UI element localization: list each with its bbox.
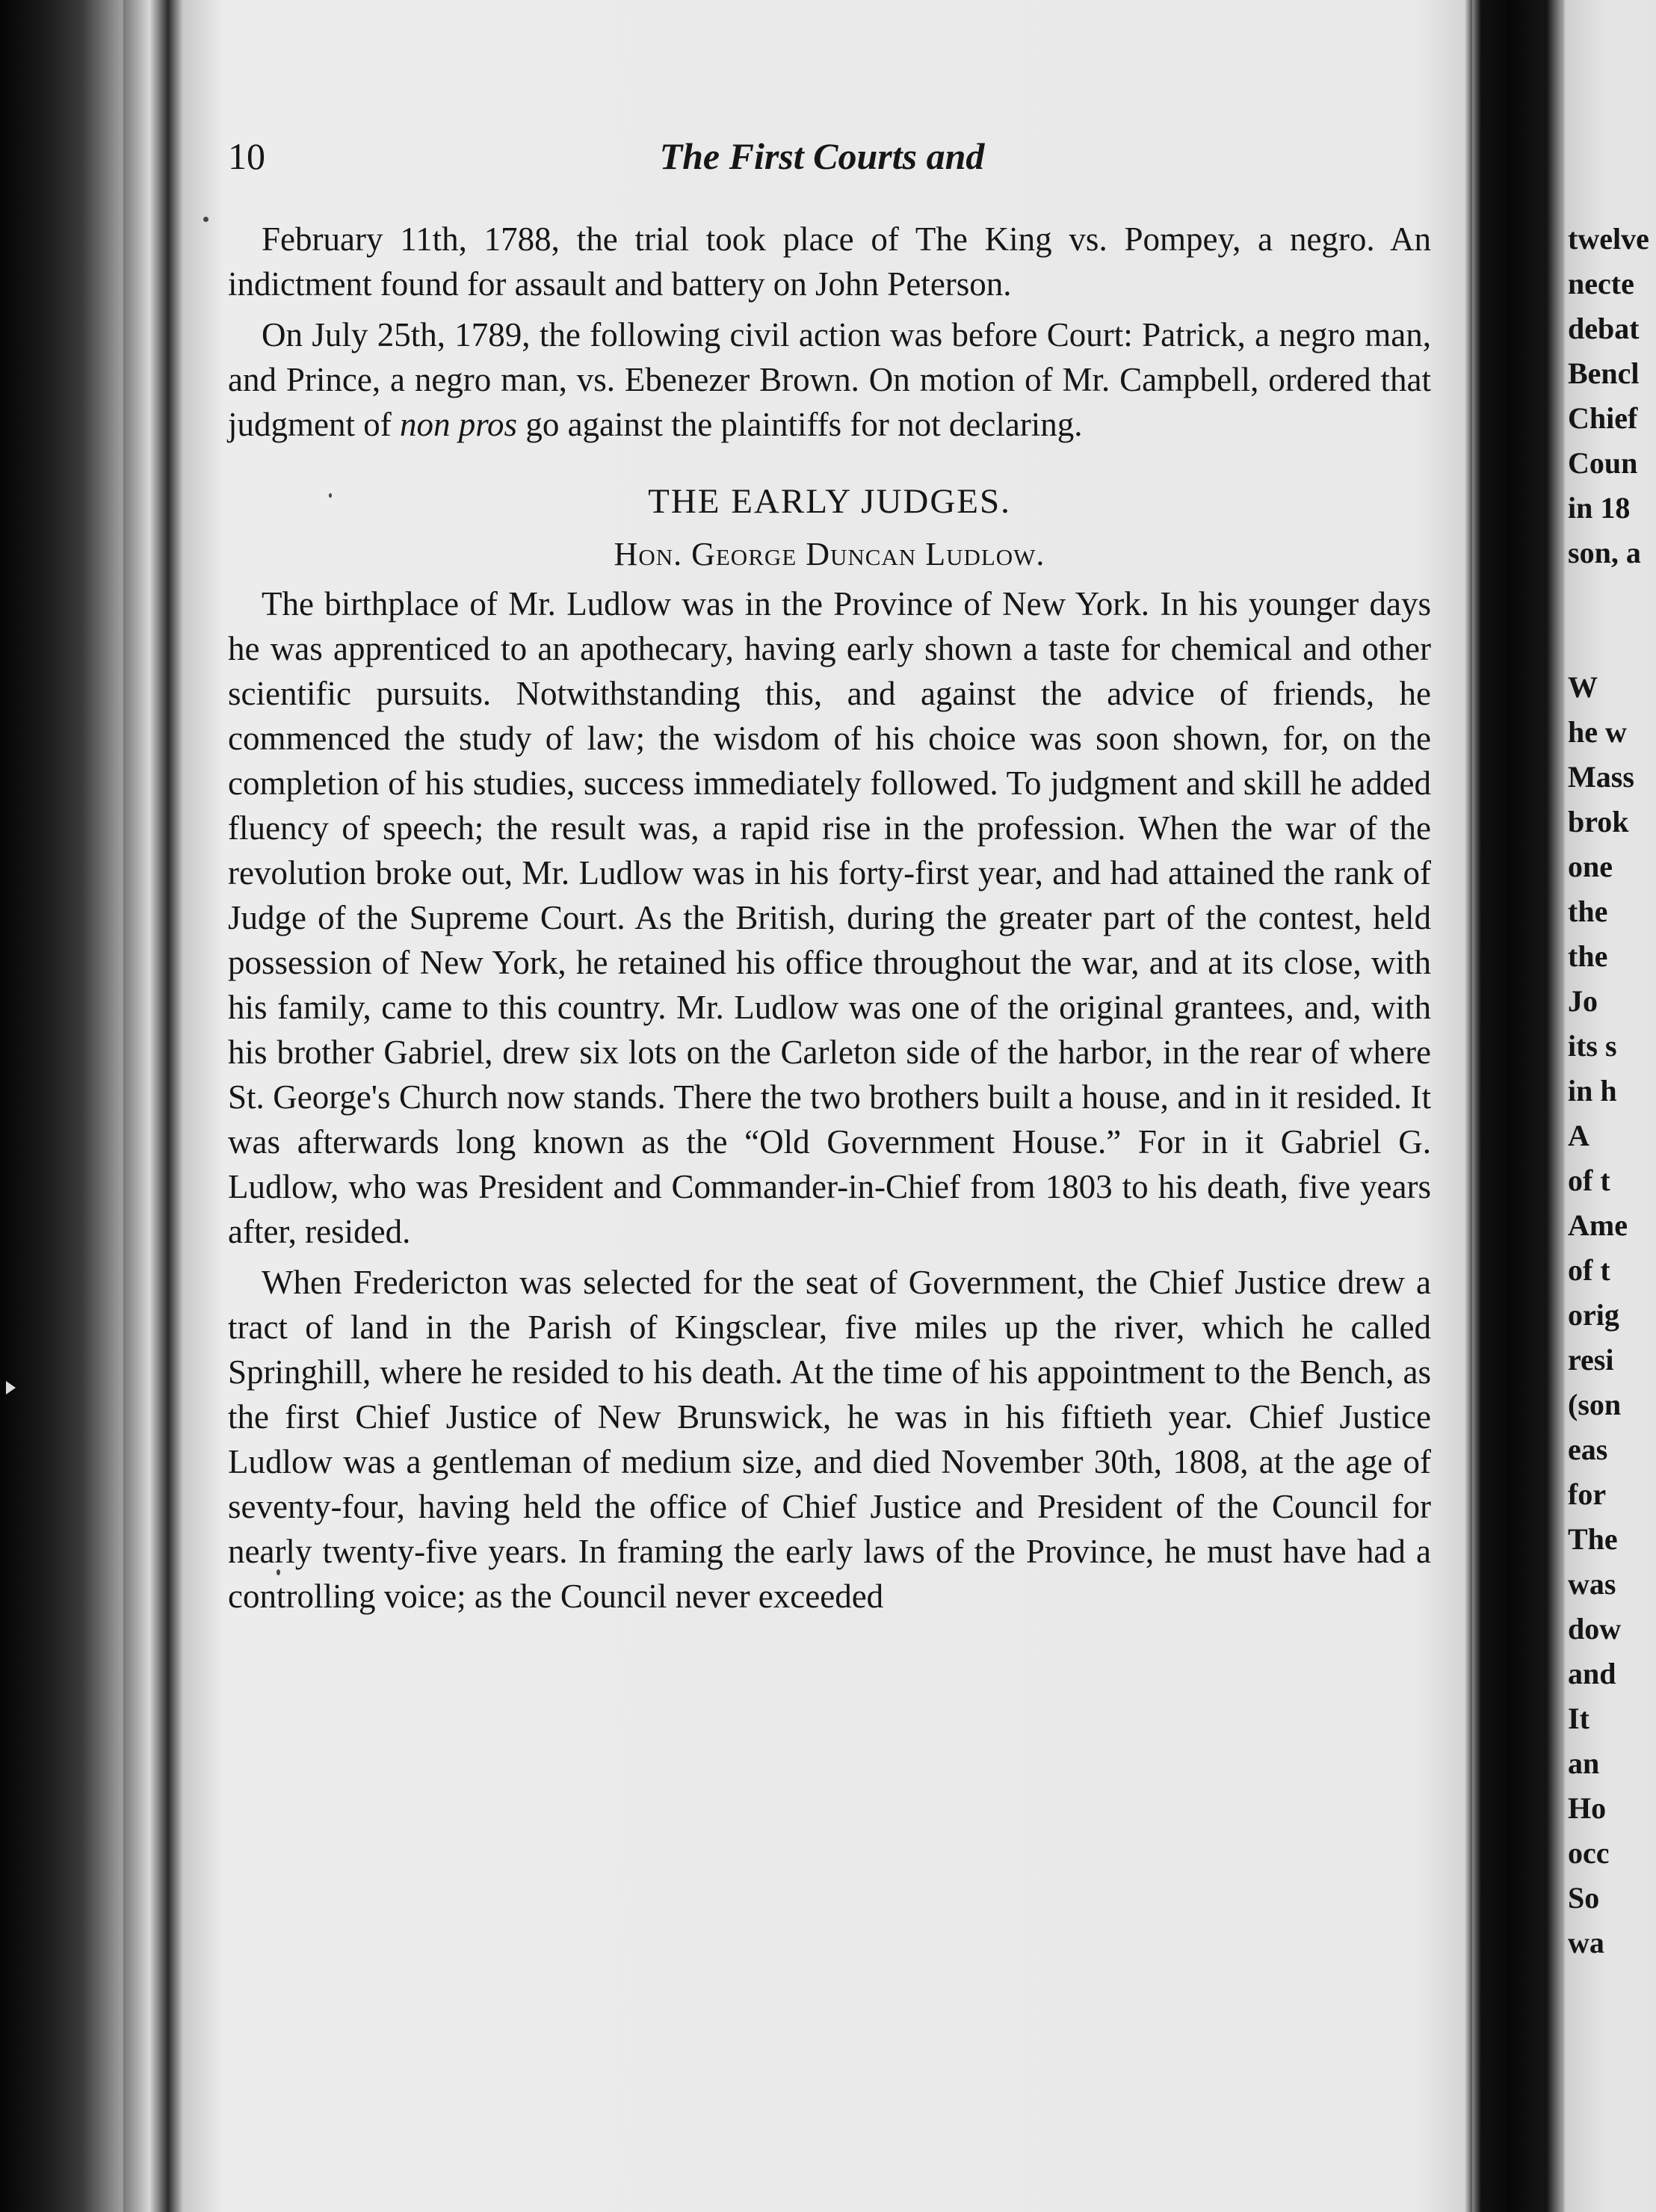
facing-page-line: [1568, 575, 1656, 620]
page-header: [228, 135, 1416, 179]
facing-page-line: one: [1568, 850, 1613, 883]
facing-page-line: an: [1568, 1746, 1600, 1780]
facing-page-line: debat: [1568, 312, 1640, 345]
paragraph: When Fredericton was selected for the seat of Government, the Chief Justice drew a tract of land in the Parish of Kingsclear, five miles up the river, which he called Springhill, where he resided to his death. At the time of his appointment to the Bench, as the first Chief Justice of New Brunswick, he was in his fiftieth year. Chief Justice Ludlow was a gentleman of medium size, and died November 30th, 1808, at the age of seventy-four, having held the office of Chief Justice and President of the Council for nearly twenty-five years. In framing the early laws of the Province, he must have had a controlling voice; as the Council never exceeded: [228, 1264, 1431, 1615]
facing-page-line: Ame: [1568, 1208, 1628, 1242]
facing-page-line: in 18: [1568, 491, 1631, 525]
left-page: [183, 0, 1472, 2212]
book-edge-shadow: [0, 0, 123, 2212]
facing-page-line: It: [1568, 1702, 1589, 1735]
facing-page-line: A: [1568, 1119, 1589, 1152]
facing-page-line: of t: [1568, 1253, 1610, 1287]
facing-page-line: necte: [1568, 267, 1634, 300]
facing-page-line: W: [1568, 670, 1598, 704]
running-head: The First Courts and: [659, 135, 985, 177]
facing-page-line: occ: [1568, 1836, 1610, 1870]
facing-page-line: in h: [1568, 1074, 1617, 1107]
facing-page-line: Coun: [1568, 446, 1638, 480]
paragraph: [228, 312, 1431, 447]
facing-page-line: he w: [1568, 715, 1627, 749]
facing-page-line: Mass: [1568, 760, 1634, 794]
paragraph-text: go against the plaintiffs for not declaring.: [517, 406, 1083, 443]
facing-page-line: was: [1568, 1567, 1616, 1601]
facing-page-line: So: [1568, 1881, 1600, 1915]
facing-page-line: Jo: [1568, 984, 1598, 1018]
facing-page-line: dow: [1568, 1612, 1622, 1646]
subsection-title: Hon. George Duncan Ludlow.: [614, 536, 1045, 572]
facing-page-line: [1568, 620, 1656, 665]
facing-page-line: the: [1568, 939, 1608, 973]
facing-page-line: orig: [1568, 1298, 1619, 1332]
facing-page-line: The: [1568, 1522, 1618, 1556]
facing-page-line: (son: [1568, 1388, 1622, 1421]
section-title: THE EARLY JUDGES.: [648, 482, 1011, 521]
facing-page-line: for: [1568, 1477, 1607, 1511]
facing-page-line: wa: [1568, 1926, 1604, 1959]
paragraph: February 11th, 1788, the trial took place of The King vs. Pompey, a negro. An indictment found for assault and battery on John Peterson.: [228, 220, 1431, 303]
facing-page-fragment: [1568, 217, 1656, 2010]
facing-page-line: the: [1568, 895, 1608, 928]
paragraph: The birthplace of Mr. Ludlow was in the Province of New York. In his younger days he was apprenticed to an apothecary, having early shown a taste for chemical and other scientific pursuits. Notwithstanding this, and against the advice of friends, he commenced the study of law; the wisdom of his choice was soon shown, for, on the completion of his studies, success immediately followed. To judgment and skill he added fluency of speech; the result was, a rapid rise in the profession. When the war of the revolution broke out, Mr. Ludlow was in his forty-first year, and had attained the rank of Judge of the Supreme Court. As the British, during the greater part of the contest, held possession of New York, he retained his office throughout the war, and at its close, with his family, came to this country. Mr. Ludlow was one of the original grantees, and, with his brother Gabriel, drew six lots on the Carleton side of the harbor, in the rear of where St. George's Church now stands. There the two brothers built a house, and in it resided. It was afterwards long known as the “Old Government House.” For in it Gabriel G. Ludlow, who was President and Commander-in-Chief from 1803 to his death, five years after, resided.: [228, 585, 1431, 1250]
facing-page-line: its s: [1568, 1029, 1617, 1063]
facing-page-line: son, a: [1568, 536, 1641, 569]
latin-term: non pros: [399, 406, 518, 443]
facing-page-line: Bencl: [1568, 356, 1640, 390]
facing-page-line: resi: [1568, 1343, 1614, 1377]
body-text: [228, 217, 1431, 1625]
facing-page-line: eas: [1568, 1433, 1608, 1466]
facing-page-line: and: [1568, 1657, 1616, 1690]
scan-edge-marker: [6, 1381, 16, 1394]
facing-page-line: Ho: [1568, 1791, 1607, 1825]
facing-page-line: twelve: [1568, 222, 1649, 256]
facing-page-line: of t: [1568, 1164, 1610, 1197]
facing-page-line: brok: [1568, 805, 1629, 838]
facing-page-line: Chief: [1568, 401, 1638, 435]
page-number: 10: [228, 135, 265, 177]
paragraph-text: On July 25th, 1789, the following civil action was before Court: Patrick, a negro man, and Prince, a negro man, vs. Ebenezer Brown. On motion of Mr. Campbell, ordered that judgment of: [228, 316, 1431, 443]
book-gutter: [1472, 0, 1562, 2212]
